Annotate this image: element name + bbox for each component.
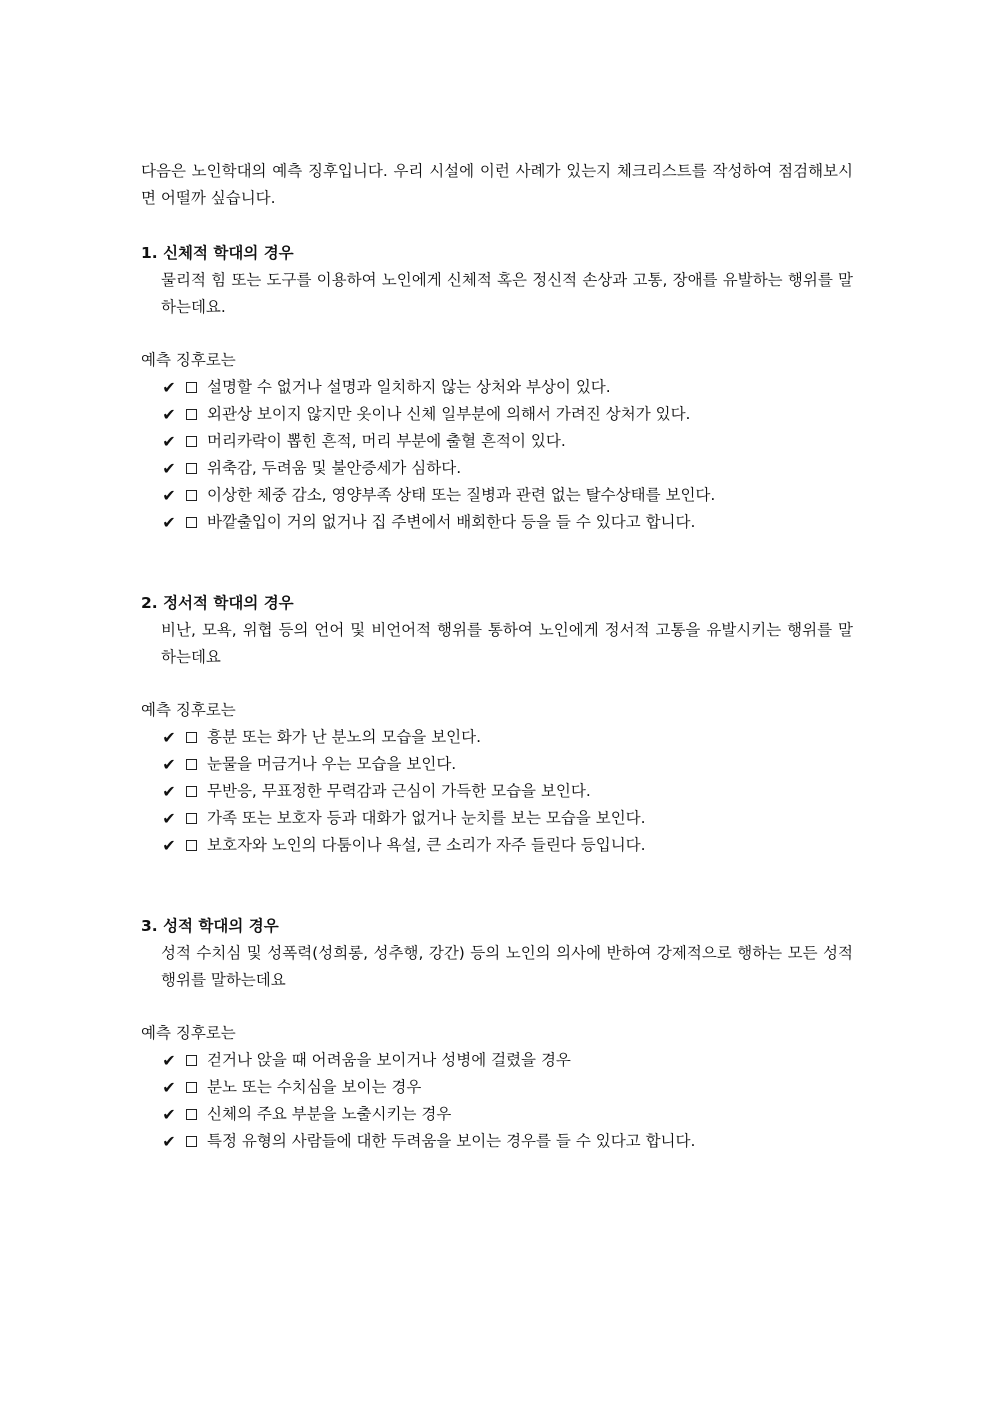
signs-label: 예측 징후로는 [141, 1024, 236, 1042]
check-mark-icon: ✔ [162, 486, 176, 505]
checklist-item [161, 1101, 853, 1128]
section-sexual-abuse [141, 913, 853, 1155]
checkbox-icon[interactable] [186, 1109, 197, 1120]
checklist-item-text: 가족 또는 보호자 등과 대화가 없거나 눈치를 보는 모습을 보인다. [207, 809, 646, 827]
checklist-item [161, 455, 853, 482]
check-mark-icon: ✔ [162, 1105, 176, 1124]
checkbox-icon[interactable] [186, 1055, 197, 1066]
check-mark-icon: ✔ [162, 1051, 176, 1070]
check-mark-icon: ✔ [162, 809, 176, 828]
checkbox-icon[interactable] [186, 1136, 197, 1147]
section-title: 2. 정서적 학대의 경우 [141, 594, 294, 612]
section-description: 물리적 힘 또는 도구를 이용하여 노인에게 신체적 혹은 정신적 손상과 고통, 장애를 유발하는 행위를 말하는데요. [161, 271, 853, 316]
checklist-item [161, 482, 853, 509]
checkbox-icon[interactable] [186, 517, 197, 528]
check-mark-icon: ✔ [162, 755, 176, 774]
checkbox-icon[interactable] [186, 490, 197, 501]
checkbox-icon[interactable] [186, 813, 197, 824]
intro-paragraph: 다음은 노인학대의 예측 징후입니다. 우리 시설에 이런 사례가 있는지 체크리스트를 작성하여 점검해보시면 어떨까 싶습니다. [141, 162, 853, 207]
checklist-item-text: 특정 유형의 사람들에 대한 두려움을 보이는 경우를 들 수 있다고 합니다. [207, 1132, 696, 1150]
check-mark-icon: ✔ [162, 836, 176, 855]
checklist-item [161, 724, 853, 751]
section-emotional-abuse [141, 590, 853, 859]
checkbox-icon[interactable] [186, 436, 197, 447]
section-title: 1. 신체적 학대의 경우 [141, 244, 294, 262]
check-mark-icon: ✔ [162, 513, 176, 532]
check-mark-icon: ✔ [162, 459, 176, 478]
check-mark-icon: ✔ [162, 378, 176, 397]
section-title: 3. 성적 학대의 경우 [141, 917, 279, 935]
checkbox-icon[interactable] [186, 1082, 197, 1093]
checklist-item-text: 보호자와 노인의 다툼이나 욕설, 큰 소리가 자주 들린다 등입니다. [207, 836, 646, 854]
checklist-item [161, 778, 853, 805]
signs-label: 예측 징후로는 [141, 351, 236, 369]
check-mark-icon: ✔ [162, 1132, 176, 1151]
checklist-item [161, 832, 853, 859]
checkbox-icon[interactable] [186, 732, 197, 743]
checklist-item-text: 바깥출입이 거의 없거나 집 주변에서 배회한다 등을 들 수 있다고 합니다. [207, 513, 696, 531]
section-description: 비난, 모욕, 위협 등의 언어 및 비언어적 행위를 통하여 노인에게 정서적 고통을 유발시키는 행위를 말하는데요 [161, 621, 853, 666]
check-mark-icon: ✔ [162, 432, 176, 451]
check-mark-icon: ✔ [162, 405, 176, 424]
checklist [141, 374, 853, 536]
checklist-item-text: 눈물을 머금거나 우는 모습을 보인다. [207, 755, 457, 773]
checklist-item-text: 신체의 주요 부분을 노출시키는 경우 [207, 1105, 452, 1123]
checklist-item-text: 설명할 수 없거나 설명과 일치하지 않는 상처와 부상이 있다. [207, 378, 611, 396]
checkbox-icon[interactable] [186, 786, 197, 797]
checklist-item [161, 1074, 853, 1101]
checkbox-icon[interactable] [186, 759, 197, 770]
checklist-item-text: 흥분 또는 화가 난 분노의 모습을 보인다. [207, 728, 482, 746]
checkbox-icon[interactable] [186, 840, 197, 851]
checklist-item [161, 509, 853, 536]
checklist-item-text: 분노 또는 수치심을 보이는 경우 [207, 1078, 422, 1096]
signs-label: 예측 징후로는 [141, 701, 236, 719]
section-description: 성적 수치심 및 성폭력(성희롱, 성추행, 강간) 등의 노인의 의사에 반하여 강제적으로 행하는 모든 성적 행위를 말하는데요 [161, 944, 853, 989]
checklist-item [161, 805, 853, 832]
checklist-item [161, 1047, 853, 1074]
check-mark-icon: ✔ [162, 782, 176, 801]
checklist-item-text: 위축감, 두려움 및 불안증세가 심하다. [207, 459, 462, 477]
check-mark-icon: ✔ [162, 728, 176, 747]
checklist-item [161, 401, 853, 428]
checklist-item-text: 이상한 체중 감소, 영양부족 상태 또는 질병과 관련 없는 탈수상태를 보인다. [207, 486, 716, 504]
checklist-item [161, 1128, 853, 1155]
checklist [141, 1047, 853, 1155]
checklist-item-text: 무반응, 무표정한 무력감과 근심이 가득한 모습을 보인다. [207, 782, 591, 800]
checklist-item-text: 걷거나 앉을 때 어려움을 보이거나 성병에 걸렸을 경우 [207, 1051, 571, 1069]
checklist-item [161, 751, 853, 778]
checklist [141, 724, 853, 859]
checkbox-icon[interactable] [186, 409, 197, 420]
check-mark-icon: ✔ [162, 1078, 176, 1097]
checkbox-icon[interactable] [186, 382, 197, 393]
checklist-item-text: 외관상 보이지 않지만 옷이나 신체 일부분에 의해서 가려진 상처가 있다. [207, 405, 691, 423]
checklist-item [161, 428, 853, 455]
document-page [141, 158, 853, 1155]
checklist-item-text: 머리카락이 뽑힌 흔적, 머리 부분에 출혈 흔적이 있다. [207, 432, 566, 450]
checklist-item [161, 374, 853, 401]
section-physical-abuse [141, 240, 853, 536]
checkbox-icon[interactable] [186, 463, 197, 474]
